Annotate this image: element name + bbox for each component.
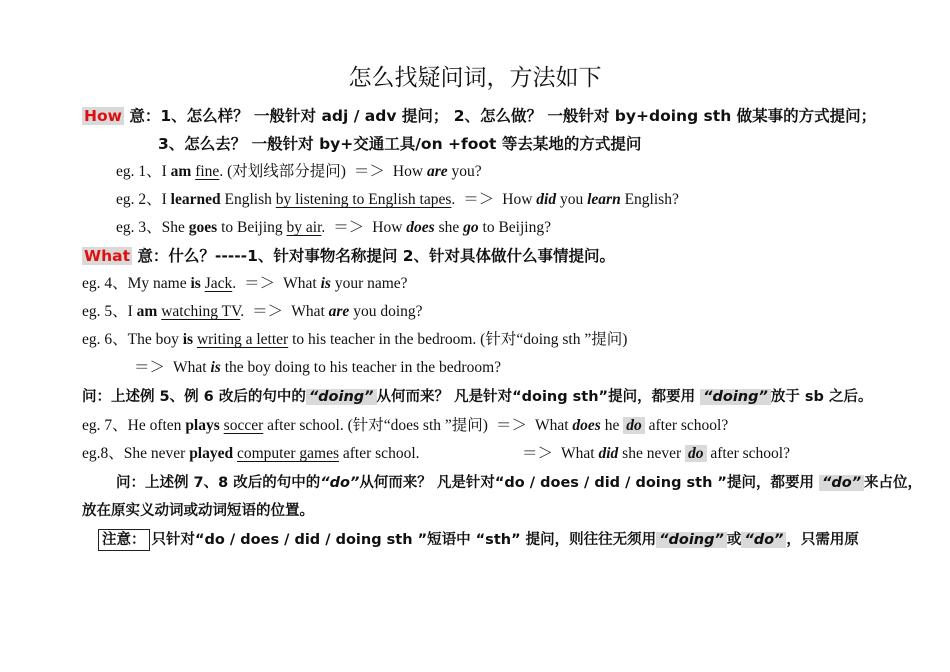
question-verb: are	[328, 303, 350, 320]
example-2	[116, 190, 679, 210]
example-1	[116, 162, 482, 182]
note-text: 从何而来？ 凡是针对“do / does / did / doing sth ”提问，都要用	[359, 475, 820, 491]
example-3	[116, 218, 551, 238]
example-text: eg. 6、The boy	[82, 331, 183, 348]
question-text: What	[173, 359, 211, 376]
question-text: How	[502, 191, 537, 208]
what-line-1	[82, 246, 615, 266]
verb: learned	[170, 191, 221, 208]
question-verb-highlighted: do	[685, 445, 707, 462]
question-verb: did	[598, 445, 619, 462]
arrow: ＝＞	[495, 417, 527, 434]
verb: played	[189, 445, 234, 462]
question-verb: is	[210, 359, 221, 376]
example-text: eg. 7、He often	[82, 417, 186, 434]
doing-question-note	[82, 387, 872, 407]
question-verb: does	[572, 417, 601, 434]
note-text: 从何而来？ 凡是针对“doing sth”提问，都要用	[376, 389, 701, 405]
example-text: after school.	[339, 445, 420, 462]
question-text: she	[434, 219, 464, 236]
underlined-target: soccer	[223, 417, 264, 434]
question-verb: learn	[587, 191, 621, 208]
question-verb: does	[406, 219, 435, 236]
question-text: What	[291, 303, 329, 320]
note-text: ，只需用原	[786, 532, 859, 548]
arrow: ＝＞	[244, 275, 276, 292]
example-text: eg. 5、I	[82, 303, 137, 320]
page-title: 怎么找疑问词，方法如下	[348, 65, 602, 91]
underlined-target: fine	[195, 163, 220, 180]
arrow: ＝＞	[333, 219, 365, 236]
question-text: What	[561, 445, 599, 462]
underlined-target: Jack	[204, 275, 233, 292]
attention-label: 注意：	[98, 529, 150, 551]
underlined-target: writing a letter	[196, 331, 289, 348]
question-text: she never	[618, 445, 685, 462]
verb: am	[170, 163, 192, 180]
underlined-target: by air	[286, 219, 322, 236]
underlined-target: watching TV	[161, 303, 241, 320]
highlighted-word: “do”	[741, 532, 786, 548]
question-text: the boy doing to his teacher in the bedroom?	[220, 359, 502, 376]
do-question-note	[116, 473, 922, 493]
example-text: English	[220, 191, 276, 208]
how-line-2: 3、怎么去？ 一般针对 by+交通工具/on +foot 等去某地的方式提问	[158, 135, 642, 153]
how-tag: How	[84, 107, 122, 125]
question-text: after school?	[706, 445, 790, 462]
example-text: after school. (针对“does sth ”提问)	[263, 417, 488, 434]
example-8-question	[522, 444, 790, 464]
attention-note	[98, 529, 859, 551]
what-meaning-text: 意：什么？-----1、针对事物名称提问 2、针对具体做什么事情提问。	[137, 247, 616, 265]
question-verb: go	[463, 219, 479, 236]
example-8	[82, 444, 420, 464]
verb: am	[136, 303, 158, 320]
arrow: ＝＞	[134, 359, 166, 376]
example-7	[82, 416, 728, 436]
example-text: .	[321, 219, 326, 236]
highlighted-word: “doing”	[656, 532, 727, 548]
note-text: 问：上述例 7、8 改后的句中的	[116, 475, 321, 491]
example-text: to his teacher in the bedroom. (针对“doing sth ”提问)	[288, 331, 628, 348]
question-text: What	[534, 417, 573, 434]
question-text: English?	[620, 191, 679, 208]
example-text: eg. 4、My name	[82, 275, 191, 292]
question-text: to Beijing?	[478, 219, 551, 236]
example-text: .	[451, 191, 456, 208]
example-text: to Beijing	[217, 219, 287, 236]
highlighted-word: “doing”	[306, 389, 377, 405]
example-text: eg. 1、I	[116, 163, 171, 180]
example-6-question	[126, 358, 501, 378]
arrow: ＝＞	[522, 445, 554, 462]
note-text: 或	[726, 532, 742, 548]
question-text: your name?	[330, 275, 408, 292]
note-text: 放于 sb 之后。	[770, 389, 873, 405]
arrow: ＝＞	[353, 163, 385, 180]
verb: is	[182, 331, 194, 348]
question-text: How	[372, 219, 407, 236]
example-text: .	[232, 275, 237, 292]
question-text: What	[283, 275, 321, 292]
underlined-target: by listening to English tapes	[275, 191, 452, 208]
example-5	[82, 302, 423, 322]
question-text: you	[556, 191, 588, 208]
underlined-target: computer games	[237, 445, 340, 462]
note-text: 来占位，	[864, 475, 923, 491]
highlighted-word: “do”	[819, 475, 864, 491]
example-text: eg.8、She never	[82, 445, 190, 462]
verb: is	[190, 275, 201, 292]
note-text: 只针对“do / does / did / doing sth ”短语中 “sth” 提问，则往往无须用	[151, 532, 657, 548]
question-text: after school?	[644, 417, 729, 434]
highlighted-word: “do”	[320, 475, 360, 491]
question-verb-highlighted: do	[623, 417, 645, 434]
example-text: eg. 3、She	[116, 219, 189, 236]
question-verb: are	[426, 163, 448, 180]
question-text: you doing?	[349, 303, 423, 320]
do-question-note-continued: 放在原实义动词或动词短语的位置。	[82, 503, 314, 519]
note-text: 问：上述例 5、例 6 改后的句中的	[82, 389, 306, 405]
verb: goes	[188, 219, 218, 236]
example-4	[82, 274, 408, 294]
example-text: .	[240, 303, 245, 320]
arrow: ＝＞	[463, 191, 495, 208]
example-6	[82, 330, 627, 350]
question-text: he	[600, 417, 624, 434]
question-verb: did	[536, 191, 557, 208]
question-verb: is	[320, 275, 331, 292]
example-text: eg. 2、I	[116, 191, 171, 208]
question-text: How	[392, 163, 427, 180]
how-meaning-text: 意：1、怎么样？ 一般针对 adj / adv 提问； 2、怎么做？ 一般针对 by+doing sth 做某事的方式提问；	[129, 107, 877, 125]
what-tag: What	[84, 247, 131, 265]
highlighted-word: “doing”	[700, 389, 771, 405]
verb: plays	[185, 417, 220, 434]
example-text: . (对划线部分提问)	[219, 163, 346, 180]
arrow: ＝＞	[252, 303, 284, 320]
question-text: you?	[447, 163, 482, 180]
how-line-1	[82, 106, 876, 126]
